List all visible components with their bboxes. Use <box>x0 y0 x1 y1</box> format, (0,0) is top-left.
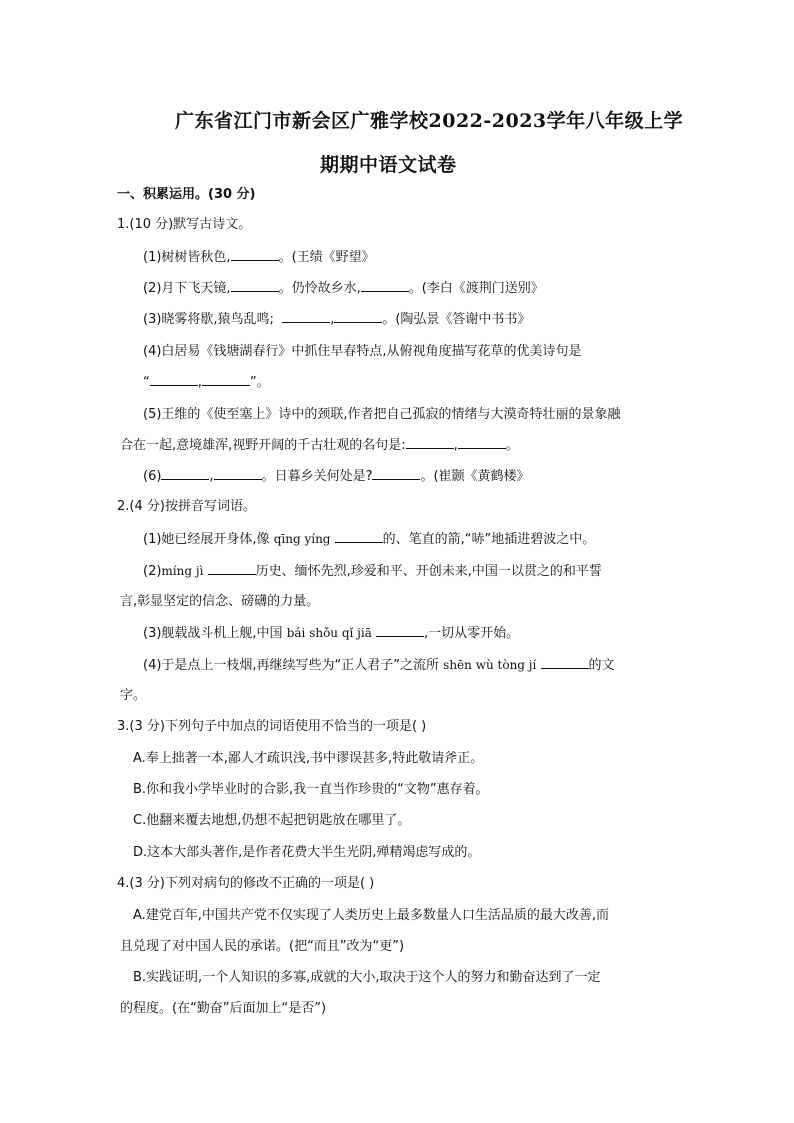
q1-item-3-text-c: 。(陶弘景《答谢中书书》 <box>382 312 531 327</box>
q1-item-6-text-b: , <box>209 469 214 484</box>
q2-item-1-text-a: (1)她已经展开身体,像 <box>143 532 270 547</box>
question-2-heading: 2.(4 分)按拼音写词语。 <box>117 499 256 514</box>
q1-item-1-text-b: 。(王绩《野望》 <box>278 250 375 265</box>
q2-item-4 <box>143 655 615 676</box>
q1-item-4-text-b: “ <box>143 375 150 390</box>
q2-item-2-text-b: 历史、缅怀先烈,珍爱和平、开创未来,中国一以贯之的和平誓 <box>255 564 602 579</box>
q2-item-4-text-b: 的文 <box>588 658 615 673</box>
q3-option-c[interactable]: C.他翻来覆去地想,仍想不起把钥匙放在哪里了。 <box>133 813 411 828</box>
answer-blank[interactable] <box>231 248 279 261</box>
q2-item-1-text-b: 的、笔直的箭,“哧”地插进碧波之中。 <box>382 532 596 547</box>
pinyin: míng jì <box>161 564 204 578</box>
q2-item-2 <box>143 561 602 582</box>
answer-blank[interactable] <box>335 530 383 543</box>
q2-item-2-text-a: (2) <box>143 564 162 579</box>
answer-blank[interactable] <box>214 467 262 480</box>
q1-item-6-text-a: (6) <box>143 469 162 484</box>
pinyin: qīng yíng <box>273 532 331 546</box>
q1-item-5-cont <box>120 436 519 456</box>
q1-item-4-text-c: , <box>197 375 202 390</box>
pinyin: bái shǒu qǐ jiā <box>286 626 372 640</box>
q3-option-d[interactable]: D.这本大部头著作,是作者花费大半生光阴,殚精竭虑写成的。 <box>133 845 481 860</box>
answer-blank[interactable] <box>376 624 424 637</box>
q1-item-3-text-b: , <box>330 312 335 327</box>
answer-blank[interactable] <box>161 467 209 480</box>
answer-blank[interactable] <box>372 467 420 480</box>
answer-blank[interactable] <box>231 279 279 292</box>
q2-item-1 <box>143 529 595 550</box>
answer-blank[interactable] <box>361 279 409 292</box>
exam-title-line-2: 期期中语文试卷 <box>320 154 457 176</box>
q2-item-4-cont: 字。 <box>120 688 147 703</box>
q1-item-1-text-a: (1)树树皆秋色, <box>143 250 231 265</box>
q3-option-a[interactable]: A.奉上拙著一本,鄙人才疏识浅,书中谬误甚多,特此敬请斧正。 <box>133 751 484 766</box>
question-4-heading: 4.(3 分)下列对病句的修改不正确的一项是( ) <box>117 876 375 891</box>
q4-option-b[interactable]: B.实践证明,一个人知识的多寡,成就的大小,取决于这个人的努力和勤奋达到了一定 <box>133 970 601 985</box>
q4-option-a-cont: 且兑现了对中国人民的承诺。(把“而且”改为“更”) <box>120 939 405 954</box>
q1-item-5-text-c: , <box>453 438 458 453</box>
q1-item-2-text-b: 。仍怜故乡水, <box>278 281 361 296</box>
answer-blank[interactable] <box>150 373 198 386</box>
q1-item-2 <box>143 279 544 299</box>
q2-item-3-text-b: ,一切从零开始。 <box>424 626 520 641</box>
answer-blank[interactable] <box>282 310 330 323</box>
q1-item-2-text-a: (2)月下飞天镜, <box>143 281 231 296</box>
q1-item-3 <box>143 310 530 330</box>
answer-blank[interactable] <box>541 656 589 669</box>
q2-item-4-text-a: (4)于是点上一枝烟,再继续写些为“正人君子”之流所 <box>143 658 440 673</box>
q1-item-1 <box>143 248 375 268</box>
exam-title-line-1: 广东省江门市新会区广雅学校2022-2023学年八年级上学 <box>175 110 684 132</box>
q1-item-6-text-d: 。(崔颢《黄鹤楼》 <box>420 469 530 484</box>
q1-item-3-text-a: (3)晓雾将歇,猿鸟乱鸣; <box>143 312 274 327</box>
q1-item-6 <box>143 467 530 487</box>
section-heading: 一、积累运用。(30 分) <box>117 187 256 202</box>
q1-item-4-text-d: ”。 <box>249 375 270 390</box>
q1-item-5: (5)王维的《使至塞上》诗中的颈联,作者把自己孤寂的情绪与大漠奇特壮丽的景象融 <box>143 407 621 422</box>
q1-item-4-cont <box>143 373 270 393</box>
q2-item-3 <box>143 623 519 644</box>
answer-blank[interactable] <box>334 310 382 323</box>
q2-item-3-text-a: (3)舰载战斗机上舰,中国 <box>143 626 283 641</box>
q1-item-4: (4)白居易《钱塘湖春行》中抓住早春特点,从俯视角度描写花草的优美诗句是 <box>143 344 582 359</box>
q1-item-5-text-b: 合在一起,意境雄浑,视野开阔的千古壮观的名句是: <box>120 438 406 453</box>
question-3-heading: 3.(3 分)下列句子中加点的词语使用不恰当的一项是( ) <box>117 719 427 734</box>
answer-blank[interactable] <box>406 436 454 449</box>
answer-blank[interactable] <box>458 436 506 449</box>
pinyin: shēn wù tòng jí <box>443 658 537 672</box>
q1-item-6-text-c: 。日暮乡关何处是? <box>261 469 373 484</box>
answer-blank[interactable] <box>208 562 256 575</box>
q4-option-a[interactable]: A.建党百年,中国共产党不仅实现了人类历史上最多数量人口生活品质的最大改善,而 <box>133 908 610 923</box>
q4-option-b-cont: 的程度。(在“勤奋”后面加上“是否”) <box>120 1001 327 1016</box>
q3-option-b[interactable]: B.你和我小学毕业时的合影,我一直当作珍贵的“文物”惠存着。 <box>133 782 489 797</box>
q1-item-2-text-c: 。(李白《渡荆门送别》 <box>408 281 544 296</box>
answer-blank[interactable] <box>202 373 250 386</box>
q1-item-5-text-d: 。 <box>505 438 519 453</box>
question-1-heading: 1.(10 分)默写古诗文。 <box>117 217 252 232</box>
q2-item-2-cont: 言,彰显坚定的信念、磅礴的力量。 <box>120 594 320 609</box>
